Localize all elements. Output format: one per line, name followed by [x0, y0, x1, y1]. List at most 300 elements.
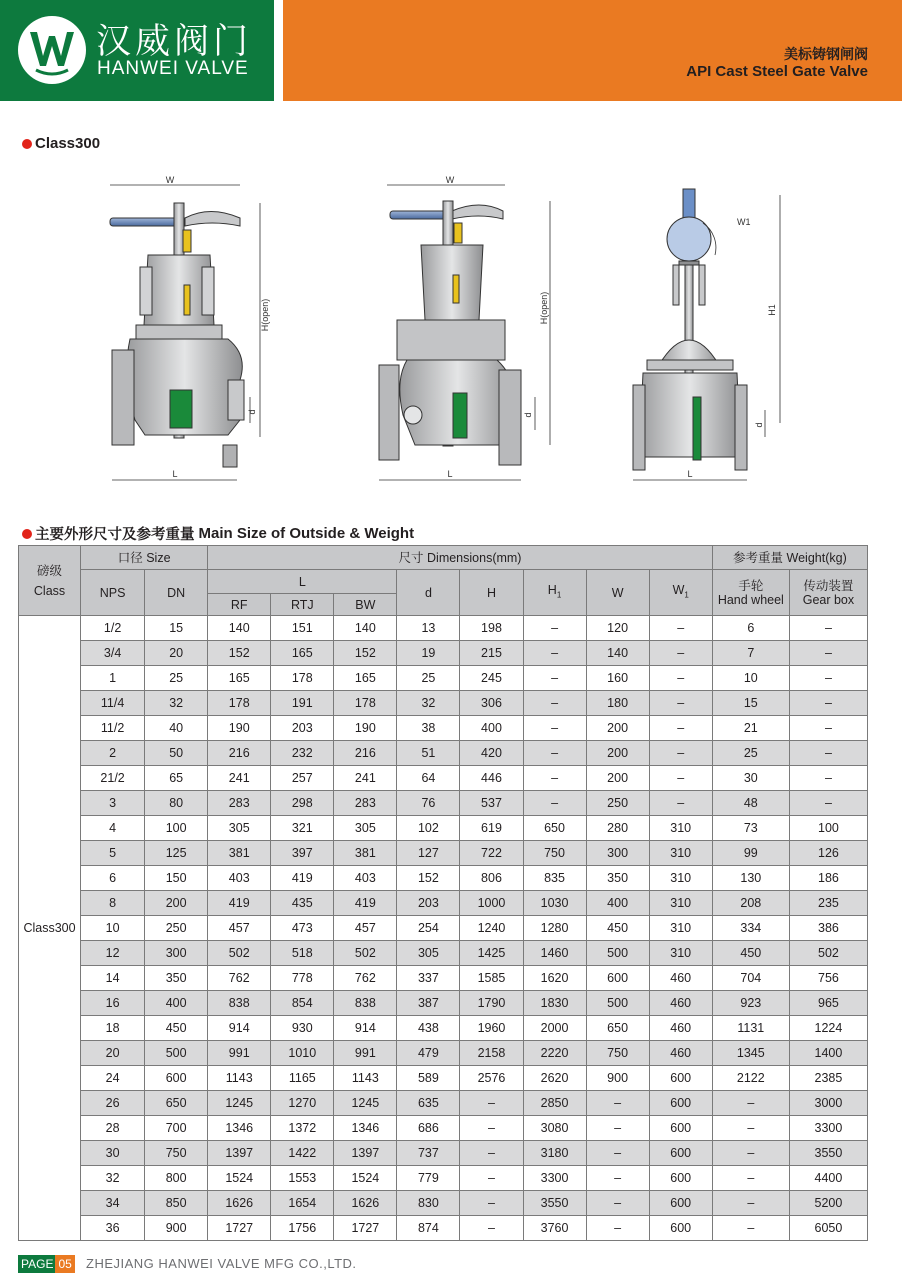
table-cell: 600 [649, 1116, 712, 1141]
table-body [19, 616, 868, 1241]
table-cell: 2 [81, 741, 145, 766]
table-cell: 1422 [271, 1141, 334, 1166]
table-cell: 1756 [271, 1216, 334, 1241]
table-cell: – [712, 1091, 789, 1116]
table-cell: 386 [789, 916, 867, 941]
table-cell: 310 [649, 916, 712, 941]
table-cell: – [586, 1191, 649, 1216]
table-cell: 600 [586, 966, 649, 991]
table-cell: 1270 [271, 1091, 334, 1116]
table-row [19, 716, 868, 741]
table-cell: – [460, 1191, 523, 1216]
col-header-size: 口径 Size [81, 546, 208, 570]
table-cell: 1 [81, 666, 145, 691]
table-row [19, 1216, 868, 1241]
product-title-english: API Cast Steel Gate Valve [686, 63, 868, 80]
table-cell: – [649, 791, 712, 816]
table-cell: 305 [208, 816, 271, 841]
table-cell: 310 [649, 866, 712, 891]
table-cell: 756 [789, 966, 867, 991]
table-cell: – [523, 666, 586, 691]
table-cell: 600 [649, 1066, 712, 1091]
col-header-nps: NPS [81, 570, 145, 616]
table-cell: 14 [81, 966, 145, 991]
table-cell: 460 [649, 966, 712, 991]
table-cell: 130 [712, 866, 789, 891]
table-cell: 235 [789, 891, 867, 916]
table-cell: – [523, 766, 586, 791]
table-cell: 1240 [460, 916, 523, 941]
table-cell: 1245 [208, 1091, 271, 1116]
table-cell: 3550 [789, 1141, 867, 1166]
table-cell: 387 [397, 991, 460, 1016]
table-cell: 21 [712, 716, 789, 741]
table-cell: 5 [81, 841, 145, 866]
table-cell: 502 [208, 941, 271, 966]
table-cell: 635 [397, 1091, 460, 1116]
table-cell: 11/2 [81, 716, 145, 741]
table-cell: 991 [208, 1041, 271, 1066]
dim-label-h-open: H(open) [260, 298, 270, 332]
table-cell: 460 [649, 991, 712, 1016]
table-cell: 165 [208, 666, 271, 691]
table-cell: 1143 [208, 1066, 271, 1091]
table-row [19, 816, 868, 841]
table-cell: – [789, 791, 867, 816]
table-cell: 650 [145, 1091, 208, 1116]
table-cell: – [460, 1141, 523, 1166]
table-cell: 1345 [712, 1041, 789, 1066]
table-cell: 140 [334, 616, 397, 641]
table-cell: 241 [334, 766, 397, 791]
table-cell: 10 [81, 916, 145, 941]
table-cell: 600 [649, 1216, 712, 1241]
table-cell: 15 [145, 616, 208, 641]
table-cell: 750 [523, 841, 586, 866]
table-cell: – [789, 741, 867, 766]
col-header-class: 磅级 Class [19, 546, 81, 616]
table-cell: 537 [460, 791, 523, 816]
table-cell: 165 [271, 641, 334, 666]
table-cell: 321 [271, 816, 334, 841]
table-cell: 4400 [789, 1166, 867, 1191]
table-cell: 152 [334, 641, 397, 666]
table-cell: – [649, 766, 712, 791]
table-row [19, 1166, 868, 1191]
table-cell: 250 [145, 916, 208, 941]
table-cell: 40 [145, 716, 208, 741]
table-cell: – [649, 666, 712, 691]
table-row [19, 916, 868, 941]
table-cell: 283 [334, 791, 397, 816]
table-cell: 28 [81, 1116, 145, 1141]
table-cell: – [586, 1166, 649, 1191]
table-cell: 1165 [271, 1066, 334, 1091]
table-cell: 762 [334, 966, 397, 991]
table-cell: 3180 [523, 1141, 586, 1166]
col-header-w: W [586, 570, 649, 616]
table-cell: 13 [397, 616, 460, 641]
table-cell: 11/4 [81, 691, 145, 716]
table-cell: 80 [145, 791, 208, 816]
dim-label-l: L [447, 469, 453, 479]
table-cell: 25 [145, 666, 208, 691]
table-cell: 232 [271, 741, 334, 766]
table-cell: 257 [271, 766, 334, 791]
table-cell: 1397 [334, 1141, 397, 1166]
table-cell: – [649, 691, 712, 716]
table-cell: 21/2 [81, 766, 145, 791]
table-cell: 15 [712, 691, 789, 716]
table-row [19, 941, 868, 966]
table-cell: 1131 [712, 1016, 789, 1041]
table-cell: 50 [145, 741, 208, 766]
table-cell: 1727 [208, 1216, 271, 1241]
table-cell: 215 [460, 641, 523, 666]
table-cell: 619 [460, 816, 523, 841]
table-cell: 850 [145, 1191, 208, 1216]
table-cell: 180 [586, 691, 649, 716]
size-weight-title-en: Main Size of Outside & Weight [198, 525, 415, 542]
table-cell: 1143 [334, 1066, 397, 1091]
table-cell: 778 [271, 966, 334, 991]
table-cell: – [649, 716, 712, 741]
table-cell: 500 [586, 991, 649, 1016]
table-cell: 1000 [460, 891, 523, 916]
table-row [19, 1116, 868, 1141]
table-cell: 381 [334, 841, 397, 866]
page-number-badge [18, 1255, 75, 1273]
table-cell: 127 [397, 841, 460, 866]
table-cell: 102 [397, 816, 460, 841]
table-cell: 600 [145, 1066, 208, 1091]
table-row [19, 1066, 868, 1091]
table-cell: 1654 [271, 1191, 334, 1216]
table-row [19, 966, 868, 991]
table-cell: 737 [397, 1141, 460, 1166]
table-cell: 200 [586, 741, 649, 766]
bullet-icon [22, 139, 32, 149]
table-row [19, 866, 868, 891]
table-cell: 1553 [271, 1166, 334, 1191]
table-cell: 203 [397, 891, 460, 916]
table-cell: 191 [271, 691, 334, 716]
table-cell: – [789, 666, 867, 691]
table-cell: 334 [712, 916, 789, 941]
col-header-w1: $W_1$ [649, 570, 712, 616]
table-cell: 1030 [523, 891, 586, 916]
table-cell: 4 [81, 816, 145, 841]
table-cell: 140 [208, 616, 271, 641]
table-cell: – [460, 1091, 523, 1116]
table-cell: 2000 [523, 1016, 586, 1041]
table-cell: 310 [649, 841, 712, 866]
size-weight-heading [22, 523, 414, 544]
table-cell: 930 [271, 1016, 334, 1041]
table-cell: – [523, 616, 586, 641]
dimension-weight-table [18, 545, 868, 1241]
table-cell: 283 [208, 791, 271, 816]
table-cell: 750 [586, 1041, 649, 1066]
table-cell: 76 [397, 791, 460, 816]
table-cell: 10 [712, 666, 789, 691]
table-cell: 51 [397, 741, 460, 766]
product-title-chinese: 美标铸钢闸阀 [784, 47, 868, 63]
table-cell: 400 [145, 991, 208, 1016]
table-cell: 500 [145, 1041, 208, 1066]
table-cell: 190 [208, 716, 271, 741]
table-cell: – [523, 691, 586, 716]
header-title-bar [283, 0, 902, 101]
table-cell: – [523, 641, 586, 666]
col-header-d: d [397, 570, 460, 616]
table-cell: 178 [334, 691, 397, 716]
table-cell: 8 [81, 891, 145, 916]
table-cell: 1830 [523, 991, 586, 1016]
table-row [19, 766, 868, 791]
table-cell: 762 [208, 966, 271, 991]
header-brand-bar [0, 0, 274, 101]
table-cell: 208 [712, 891, 789, 916]
table-cell: 403 [334, 866, 397, 891]
table-cell: 3 [81, 791, 145, 816]
table-cell: 502 [789, 941, 867, 966]
table-row [19, 1141, 868, 1166]
table-cell: 779 [397, 1166, 460, 1191]
table-cell: 589 [397, 1066, 460, 1091]
table-cell: 1372 [271, 1116, 334, 1141]
table-cell: – [712, 1116, 789, 1141]
table-cell: 450 [712, 941, 789, 966]
table-cell: 120 [586, 616, 649, 641]
table-cell: 190 [334, 716, 397, 741]
table-cell: 65 [145, 766, 208, 791]
table-cell: – [649, 641, 712, 666]
table-cell: 165 [334, 666, 397, 691]
table-cell: 600 [649, 1191, 712, 1216]
table-cell: 806 [460, 866, 523, 891]
table-cell: 446 [460, 766, 523, 791]
table-cell: 30 [712, 766, 789, 791]
table-row [19, 1091, 868, 1116]
table-cell: 838 [208, 991, 271, 1016]
dim-label-d: d [523, 412, 533, 418]
table-cell: 305 [397, 941, 460, 966]
table-cell: 126 [789, 841, 867, 866]
table-cell: 310 [649, 816, 712, 841]
table-cell: 991 [334, 1041, 397, 1066]
col-header-weight: 参考重量 Weight(kg) [712, 546, 867, 570]
table-cell: 25 [397, 666, 460, 691]
col-header-rf: RF [208, 594, 271, 616]
table-row [19, 841, 868, 866]
col-header-bw: BW [334, 594, 397, 616]
table-cell: 1280 [523, 916, 586, 941]
table-cell: 3300 [789, 1116, 867, 1141]
table-cell: 38 [397, 716, 460, 741]
dim-label-w: W [445, 175, 455, 185]
table-row [19, 791, 868, 816]
table-cell: – [586, 1091, 649, 1116]
table-cell: 151 [271, 616, 334, 641]
table-cell: 20 [81, 1041, 145, 1066]
dim-label-h1: H1 [767, 304, 777, 316]
table-cell: 20 [145, 641, 208, 666]
table-cell: 1585 [460, 966, 523, 991]
table-cell: 1524 [208, 1166, 271, 1191]
table-cell: 1524 [334, 1166, 397, 1191]
table-cell: 704 [712, 966, 789, 991]
col-header-h1: $H_1$ [523, 570, 586, 616]
table-cell: 914 [334, 1016, 397, 1041]
table-row [19, 891, 868, 916]
class-section-title: Class300 [35, 135, 101, 152]
table-cell: 200 [145, 891, 208, 916]
table-cell: 64 [397, 766, 460, 791]
col-header-hand-wheel: 手轮 Hand wheel [712, 570, 789, 616]
table-cell: 160 [586, 666, 649, 691]
table-cell: 7 [712, 641, 789, 666]
table-cell: 337 [397, 966, 460, 991]
table-cell: 203 [271, 716, 334, 741]
table-cell: – [460, 1116, 523, 1141]
table-cell: 6 [712, 616, 789, 641]
valve-diagram-pressure-seal [375, 175, 560, 495]
table-cell: – [712, 1166, 789, 1191]
table-cell: 19 [397, 641, 460, 666]
table-cell: 500 [586, 941, 649, 966]
table-cell: 34 [81, 1191, 145, 1216]
table-cell: – [586, 1216, 649, 1241]
valve-diagram-gear-operated [625, 175, 795, 495]
table-cell: 830 [397, 1191, 460, 1216]
table-cell: 6 [81, 866, 145, 891]
table-cell: 245 [460, 666, 523, 691]
table-cell: 200 [586, 766, 649, 791]
table-cell: 1425 [460, 941, 523, 966]
class-section-heading [22, 135, 100, 152]
table-cell: 350 [145, 966, 208, 991]
dim-label-d: d [247, 409, 257, 415]
col-header-dimensions: 尺寸 Dimensions(mm) [208, 546, 713, 570]
table-cell: 3760 [523, 1216, 586, 1241]
table-cell: 403 [208, 866, 271, 891]
table-cell: 2220 [523, 1041, 586, 1066]
table-cell: 350 [586, 866, 649, 891]
table-cell: 36 [81, 1216, 145, 1241]
table-cell: 2158 [460, 1041, 523, 1066]
table-cell: 2122 [712, 1066, 789, 1091]
table-cell: – [789, 716, 867, 741]
table-row [19, 1191, 868, 1216]
table-cell: 3300 [523, 1166, 586, 1191]
table-cell: 1960 [460, 1016, 523, 1041]
table-cell: 518 [271, 941, 334, 966]
table-cell: 965 [789, 991, 867, 1016]
table-cell: 100 [789, 816, 867, 841]
bullet-icon [22, 529, 32, 539]
table-cell: 1346 [334, 1116, 397, 1141]
table-cell: 600 [649, 1166, 712, 1191]
table-cell: – [789, 766, 867, 791]
table-cell: 1/2 [81, 616, 145, 641]
table-cell: 48 [712, 791, 789, 816]
col-header-l: L [208, 570, 397, 594]
table-cell: 435 [271, 891, 334, 916]
table-cell: 914 [208, 1016, 271, 1041]
table-cell: 18 [81, 1016, 145, 1041]
table-cell: 473 [271, 916, 334, 941]
table-cell: – [789, 641, 867, 666]
table-cell: – [712, 1191, 789, 1216]
table-cell: 32 [145, 691, 208, 716]
table-cell: – [460, 1216, 523, 1241]
table-cell: 419 [208, 891, 271, 916]
class-cell: Class300 [19, 616, 81, 1241]
table-cell: 150 [145, 866, 208, 891]
table-cell: 650 [523, 816, 586, 841]
table-cell: 178 [208, 691, 271, 716]
table-cell: 152 [208, 641, 271, 666]
table-cell: 700 [145, 1116, 208, 1141]
table-cell: 24 [81, 1066, 145, 1091]
table-cell: 25 [712, 741, 789, 766]
dim-label-l: L [172, 469, 178, 479]
table-cell: – [523, 741, 586, 766]
table-cell: 835 [523, 866, 586, 891]
table-cell: 1626 [208, 1191, 271, 1216]
table-cell: 838 [334, 991, 397, 1016]
table-cell: 457 [208, 916, 271, 941]
table-cell: 306 [460, 691, 523, 716]
table-cell: 400 [586, 891, 649, 916]
table-cell: 310 [649, 941, 712, 966]
table-cell: 722 [460, 841, 523, 866]
col-header-gear-box: 传动装置 Gear box [789, 570, 867, 616]
table-cell: 305 [334, 816, 397, 841]
table-cell: 419 [334, 891, 397, 916]
table-cell: 73 [712, 816, 789, 841]
table-cell: 310 [649, 891, 712, 916]
table-cell: – [789, 616, 867, 641]
table-cell: 5200 [789, 1191, 867, 1216]
table-cell: 420 [460, 741, 523, 766]
table-cell: 2385 [789, 1066, 867, 1091]
table-cell: 3080 [523, 1116, 586, 1141]
table-cell: 26 [81, 1091, 145, 1116]
table-cell: 200 [586, 716, 649, 741]
table-cell: – [649, 741, 712, 766]
table-cell: 686 [397, 1116, 460, 1141]
table-cell: 1620 [523, 966, 586, 991]
table-cell: 300 [586, 841, 649, 866]
table-cell: – [649, 616, 712, 641]
table-cell: 280 [586, 816, 649, 841]
table-cell: 30 [81, 1141, 145, 1166]
page-label: PAGE [18, 1255, 55, 1273]
table-cell: 2576 [460, 1066, 523, 1091]
table-cell: – [789, 691, 867, 716]
col-header-dn: DN [145, 570, 208, 616]
table-cell: 438 [397, 1016, 460, 1041]
table-cell: 460 [649, 1041, 712, 1066]
table-cell: 1727 [334, 1216, 397, 1241]
table-cell: 216 [334, 741, 397, 766]
table-cell: 32 [397, 691, 460, 716]
table-cell: 300 [145, 941, 208, 966]
dim-label-l: L [687, 469, 693, 479]
table-row [19, 1041, 868, 1066]
